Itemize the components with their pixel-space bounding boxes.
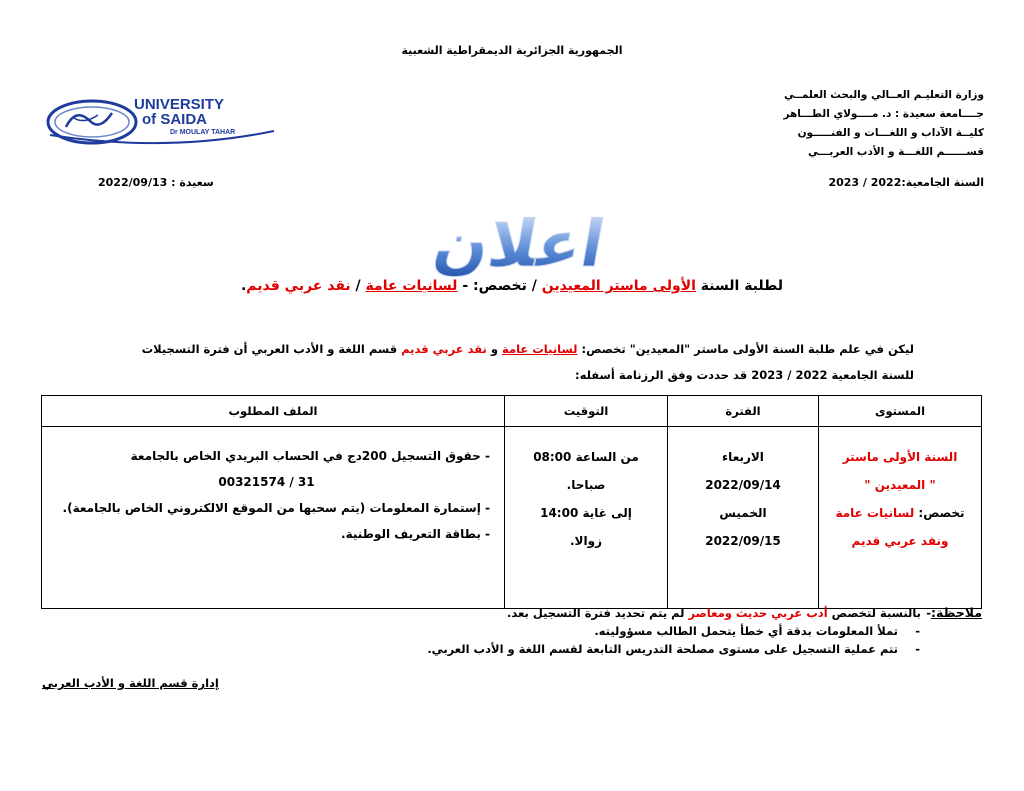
file-item: - بطاقة التعريف الوطنية.: [341, 527, 490, 541]
announcement-title-text: اعلان: [427, 210, 610, 280]
note-text: لم يتم تحديد فترة التسجيل بعد.: [507, 606, 689, 620]
announcement-title: [340, 210, 690, 280]
intro-specialty-2: نقد عربي قديم: [401, 342, 487, 356]
note-line-3: -تتم عملية التسجيل على مستوى مصلحة التدريس التابعة لقسم اللغة و الأدب العربي.: [427, 642, 920, 656]
intro-specialty-1: لسانيات عامة: [501, 342, 578, 356]
header-period: الفترة: [668, 396, 819, 427]
file-account-number: 31 / 00321574: [218, 475, 315, 489]
cell-period: [668, 427, 819, 609]
republic-heading: الجمهورية الجزائرية الديمقراطية الشعبية: [401, 44, 623, 57]
headline-part: لطلبة السنة: [695, 278, 784, 294]
table-row: [42, 427, 982, 609]
logo-text-saida: of SAIDA: [142, 111, 207, 128]
timing-line: إلى غاية 14:00: [540, 506, 632, 520]
university-logo: [46, 95, 278, 147]
headline-part: .: [240, 278, 247, 294]
file-item: - حقوق التسجيل 200دج في الحساب البريدي الخاص بالجامعة: [130, 449, 490, 463]
intro-paragraph: [94, 336, 914, 388]
note-line-2: -تملأ المعلومات بدقة أي خطأ يتحمل الطالب مسؤوليته.: [594, 624, 920, 638]
timing-line: من الساعة 08:00: [533, 450, 639, 464]
note-text: بالنسبة لتخصص: [827, 606, 921, 620]
period-date: 2022/09/15: [705, 534, 781, 548]
faculty-line: كليــة الآداب و اللغـــات و الفنـــــون: [797, 127, 984, 139]
ministry-line: وزارة التعليـم العــالي والبحث العلمــي: [784, 89, 984, 101]
headline-specialty-1: لسانيات عامة: [365, 278, 458, 294]
note-text: تتم عملية التسجيل على مستوى مصلحة التدريس التابعة لقسم اللغة و الأدب العربي.: [427, 642, 898, 656]
timing-line: صباحا.: [566, 478, 606, 492]
note-specialty: أدب عربي حديث ومعاصر: [688, 606, 828, 620]
notes-label: ملاحظة:: [931, 605, 982, 620]
note-line-1: ملاحظة:-بالنسبة لتخصص أدب عربي حديث ومعاصر لم يتم تحديد فترة التسجيل بعد.: [507, 605, 982, 620]
period-day: الاربعاء: [722, 450, 764, 464]
cell-timing: [505, 427, 668, 609]
intro-text: ليكن في علم طلبة السنة الأولى ماستر "المعيدين" تخصص:: [577, 342, 914, 356]
intro-text: و: [486, 342, 502, 356]
cell-level: [819, 427, 982, 609]
header-timing: التوقيت: [505, 396, 668, 427]
intro-line-1: [94, 336, 914, 362]
headline-specialty-2: نقد عربي قديم: [246, 278, 351, 294]
file-item: - إستمارة المعلومات (يتم سحبها من الموقع الالكتروني الخاص بالجامعة).: [62, 501, 490, 515]
level-specialty-label: تخصص:: [914, 506, 965, 520]
level-specialty: [820, 499, 980, 527]
level-specialty-value: لسانيات عامة: [835, 506, 915, 520]
intro-line-2: للسنة الجامعية 2022 / 2023 قد حددت وفق الرزنامة أسفله:: [575, 368, 914, 382]
place-date: سعيدة : 2022/09/13: [98, 176, 214, 189]
announcement-headline: [0, 278, 1024, 294]
table-header-row: [42, 396, 982, 427]
logo-graphic: [46, 95, 278, 147]
header-level: المستوى: [819, 396, 982, 427]
department-line: قســــــم اللغـــة و الأدب العربـــي: [807, 146, 984, 158]
ministry-block: [684, 86, 984, 162]
timing-line: زوالا.: [570, 534, 602, 548]
period-date: 2022/09/14: [705, 478, 781, 492]
level-line: السنة الأولى ماستر: [842, 450, 958, 464]
intro-text: قسم اللغة و الأدب العربي أن فترة التسجيلات: [141, 342, 402, 356]
headline-part: / تخصص: -: [457, 278, 542, 294]
header-required-file: الملف المطلوب: [42, 396, 505, 427]
academic-year: السنة الجامعية:2022 / 2023: [828, 176, 984, 189]
headline-level: الأولى ماستر المعيدين: [541, 278, 696, 294]
headline-part: /: [350, 278, 366, 294]
registration-schedule-table: [41, 395, 982, 609]
notes-block: [382, 604, 982, 658]
university-line: جــــامعة سعيدة : د. مــــولاي الطـــاهر: [783, 108, 984, 120]
level-line: " المعيدين ": [864, 478, 936, 492]
admin-signature: إدارة قسم اللغة و الأدب العربي: [42, 676, 219, 690]
note-text: تملأ المعلومات بدقة أي خطأ يتحمل الطالب مسؤوليته.: [594, 624, 898, 638]
cell-required-file: [42, 427, 505, 609]
period-day: الخميس: [719, 506, 767, 520]
logo-text-founder: Dr MOULAY TAHAR: [170, 129, 236, 136]
level-line: ونقد عربي قديم: [851, 534, 949, 548]
logo-text-university: UNIVERSITY: [134, 96, 225, 113]
